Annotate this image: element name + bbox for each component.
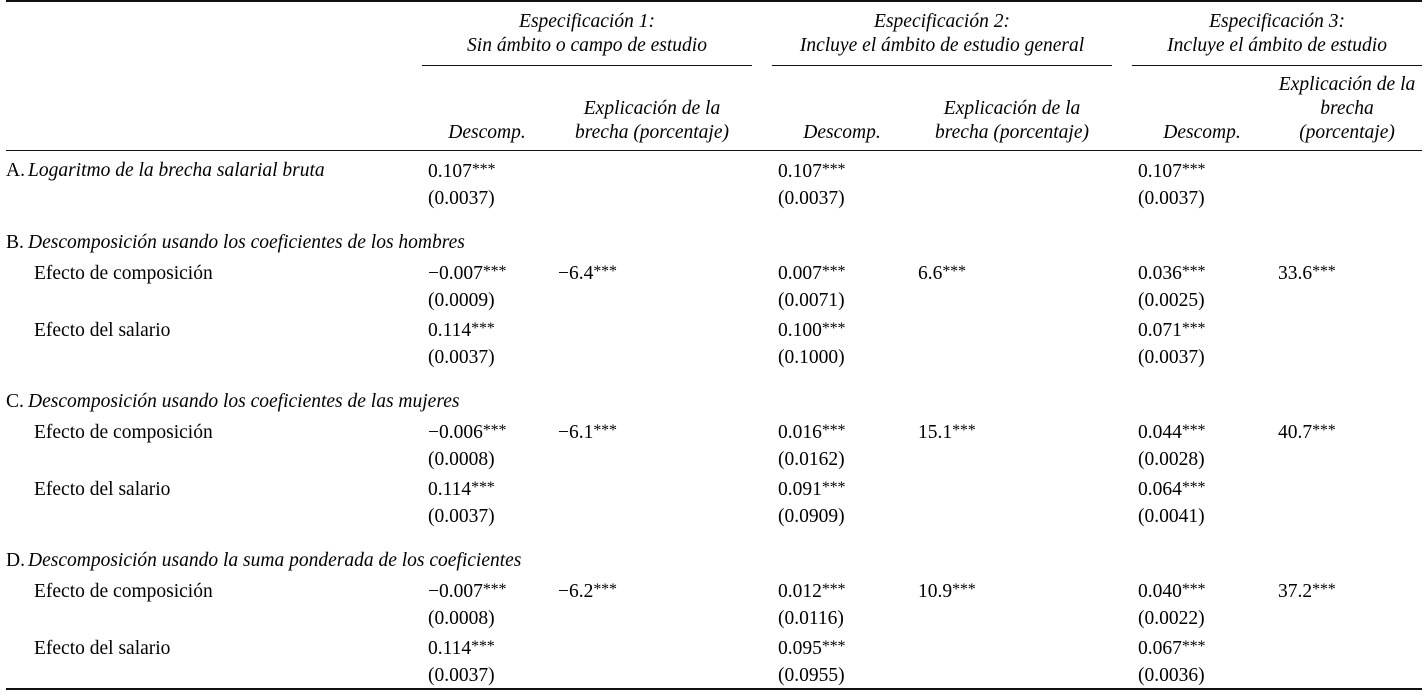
row-spacer bbox=[1112, 184, 1132, 211]
cell-share-c2-3 bbox=[1272, 472, 1422, 502]
panel-letter-c: C. bbox=[6, 391, 24, 413]
significance-stars: *** bbox=[952, 581, 976, 599]
cell-se-b2-2: (0.1000) bbox=[778, 347, 845, 369]
cell-coef-b2-1: 0.114*** bbox=[428, 320, 495, 342]
table-row bbox=[6, 223, 1422, 256]
table-row-se bbox=[6, 286, 1422, 313]
cell-share-b2-3 bbox=[1272, 313, 1422, 343]
row-spacer bbox=[752, 151, 772, 185]
row-spacer bbox=[1112, 631, 1132, 661]
row-spacer bbox=[1112, 415, 1132, 445]
cell-blank bbox=[1272, 445, 1422, 472]
cell-blank bbox=[912, 286, 1112, 313]
cell-se-d2-1: (0.0037) bbox=[428, 665, 495, 687]
cell-se-d1-1: (0.0008) bbox=[428, 608, 495, 630]
subheader-explicacion-2 bbox=[912, 66, 1112, 151]
panel-gap bbox=[6, 211, 1422, 223]
cell-share-d2-1 bbox=[552, 631, 752, 661]
table-row bbox=[6, 382, 1422, 415]
significance-stars: *** bbox=[821, 161, 846, 179]
subheader-explicacion-3-l2: brecha (porcentaje) bbox=[1299, 97, 1395, 143]
subheader-descomp-2: Descomp. bbox=[803, 121, 881, 143]
significance-stars: *** bbox=[471, 161, 496, 179]
table-row bbox=[6, 541, 1422, 574]
cell-share-a-1 bbox=[552, 151, 752, 185]
subheader-explicacion-1 bbox=[552, 66, 752, 151]
cell-se-c2-2: (0.0909) bbox=[778, 506, 845, 528]
table-row bbox=[6, 415, 1422, 445]
spec-subtitle-3: Incluye el ámbito de estudio bbox=[1167, 34, 1387, 56]
cell-se-b1-2: (0.0071) bbox=[778, 290, 845, 312]
spec-header-2 bbox=[772, 1, 1112, 64]
cell-coef-a-1: 0.107*** bbox=[422, 151, 552, 185]
cell-share-d1-1: −6.2*** bbox=[558, 581, 617, 603]
row-spacer bbox=[752, 661, 772, 689]
cell-blank bbox=[1272, 343, 1422, 370]
cell-blank bbox=[1272, 502, 1422, 529]
cell-share-c1-2: 15.1*** bbox=[918, 422, 976, 444]
cell-se-b2-3: (0.0037) bbox=[1138, 347, 1205, 369]
row-spacer bbox=[752, 502, 772, 529]
row-spacer bbox=[752, 343, 772, 370]
cell-share-c1-3: 40.7*** bbox=[1278, 422, 1336, 444]
row-spacer bbox=[752, 604, 772, 631]
significance-stars: *** bbox=[821, 479, 846, 497]
se-label-blank bbox=[6, 502, 422, 529]
row-label-b-salario: Efecto del salario bbox=[34, 320, 171, 342]
significance-stars: *** bbox=[471, 638, 495, 656]
subheader-spacer-1 bbox=[752, 66, 772, 151]
subheader-blank bbox=[6, 66, 422, 151]
cell-blank bbox=[1272, 184, 1422, 211]
cell-se-c2-3: (0.0041) bbox=[1138, 506, 1205, 528]
row-label-d-composicion: Efecto de composición bbox=[34, 581, 213, 603]
subheader-explicacion-1-l2: brecha (porcentaje) bbox=[575, 121, 729, 143]
row-label-c-salario: Efecto del salario bbox=[34, 479, 171, 501]
table-row bbox=[6, 313, 1422, 343]
cell-share-c2-1 bbox=[552, 472, 752, 502]
subheader-explicacion-2-l2: brecha (porcentaje) bbox=[935, 121, 1089, 143]
row-spacer bbox=[1112, 286, 1132, 313]
row-label-c-composicion: Efecto de composición bbox=[34, 422, 213, 444]
cell-share-d2-3 bbox=[1272, 631, 1422, 661]
header-subrow bbox=[6, 66, 1422, 151]
cell-coef-b1-3: 0.036*** bbox=[1138, 263, 1206, 285]
cell-share-a-2 bbox=[912, 151, 1112, 185]
cell-share-d2-2 bbox=[912, 631, 1112, 661]
cell-coef-a-3: 0.107*** bbox=[1132, 151, 1272, 185]
cell-share-c1-1: −6.1*** bbox=[558, 422, 617, 444]
panel-title-text-c: Descomposición usando los coeficientes de las mujeres bbox=[28, 391, 460, 413]
cell-se-a-3: (0.0037) bbox=[1138, 188, 1205, 210]
row-spacer bbox=[752, 415, 772, 445]
cell-blank bbox=[552, 604, 752, 631]
cell-coef-a-2: 0.107*** bbox=[772, 151, 912, 185]
significance-stars: *** bbox=[482, 263, 507, 281]
panel-title-a bbox=[6, 151, 422, 185]
cell-share-b2-2 bbox=[912, 313, 1112, 343]
panel-letter-d: D. bbox=[6, 550, 25, 572]
cell-coef-c1-1: −0.006*** bbox=[428, 422, 507, 444]
cell-se-b2-1: (0.0037) bbox=[428, 347, 495, 369]
row-spacer bbox=[752, 574, 772, 604]
subheader-explicacion-1-l1: Explicación de la bbox=[583, 97, 721, 119]
se-label-blank bbox=[6, 343, 422, 370]
row-spacer bbox=[1112, 604, 1132, 631]
spacer-1 bbox=[752, 1, 772, 64]
cell-coef-d1-2: 0.012*** bbox=[778, 581, 846, 603]
significance-stars: *** bbox=[821, 638, 846, 656]
row-spacer bbox=[1112, 151, 1132, 185]
subheader-descomp-3: Descomp. bbox=[1163, 121, 1241, 143]
row-spacer bbox=[1112, 256, 1132, 286]
cell-coef-c2-1: 0.114*** bbox=[428, 479, 495, 501]
cell-share-c2-2 bbox=[912, 472, 1112, 502]
row-spacer bbox=[1112, 313, 1132, 343]
cell-se-b1-1: (0.0009) bbox=[428, 290, 495, 312]
row-spacer bbox=[752, 184, 772, 211]
subheader-explicacion-3 bbox=[1272, 66, 1422, 151]
significance-stars: *** bbox=[821, 263, 846, 281]
row-spacer bbox=[752, 445, 772, 472]
cell-blank bbox=[912, 661, 1112, 689]
se-label-blank bbox=[6, 184, 422, 211]
significance-stars: *** bbox=[482, 581, 507, 599]
table-row bbox=[6, 151, 1422, 185]
panel-title-text-d: Descomposición usando la suma ponderada de los coeficientes bbox=[28, 550, 522, 572]
se-label-blank bbox=[6, 604, 422, 631]
significance-stars: *** bbox=[1312, 581, 1336, 599]
cell-se-a-1: (0.0037) bbox=[428, 188, 495, 210]
significance-stars: *** bbox=[821, 581, 846, 599]
cell-coef-c2-3: 0.064*** bbox=[1138, 479, 1206, 501]
cell-share-b1-1: −6.4*** bbox=[558, 263, 617, 285]
spec-title-3: Especificación 3: bbox=[1209, 11, 1345, 32]
cell-coef-d2-3: 0.067*** bbox=[1138, 638, 1206, 660]
spec-title-1: Especificación 1: bbox=[519, 11, 655, 32]
cell-share-d1-3: 37.2*** bbox=[1278, 581, 1336, 603]
cell-blank bbox=[1272, 604, 1422, 631]
cell-blank bbox=[912, 502, 1112, 529]
significance-stars: *** bbox=[952, 422, 976, 440]
panel-letter-a: A. bbox=[6, 160, 25, 182]
row-spacer bbox=[752, 256, 772, 286]
significance-stars: *** bbox=[1181, 320, 1206, 338]
cell-se-d1-3: (0.0022) bbox=[1138, 608, 1205, 630]
table-bottom-rule bbox=[6, 689, 1422, 696]
cell-se-a-2: (0.0037) bbox=[778, 188, 845, 210]
cell-coef-d2-2: 0.095*** bbox=[778, 638, 846, 660]
significance-stars: *** bbox=[593, 263, 617, 281]
row-label-b-composicion: Efecto de composición bbox=[34, 263, 213, 285]
cell-blank bbox=[552, 502, 752, 529]
panel-title-text-b: Descomposición usando los coeficientes de los hombres bbox=[28, 232, 465, 254]
row-spacer bbox=[1112, 661, 1132, 689]
table-row bbox=[6, 631, 1422, 661]
cell-share-b1-2: 6.6*** bbox=[918, 263, 966, 285]
cell-blank bbox=[552, 661, 752, 689]
cell-coef-d1-3: 0.040*** bbox=[1138, 581, 1206, 603]
row-spacer bbox=[1112, 343, 1132, 370]
row-spacer bbox=[752, 631, 772, 661]
table-row-se bbox=[6, 502, 1422, 529]
subheader-explicacion-2-l1: Explicación de la bbox=[943, 97, 1081, 119]
table-row bbox=[6, 574, 1422, 604]
cell-blank bbox=[552, 343, 752, 370]
cell-se-d1-2: (0.0116) bbox=[778, 608, 844, 630]
cell-coef-b2-3: 0.071*** bbox=[1138, 320, 1206, 342]
spec-subtitle-1: Sin ámbito o campo de estudio bbox=[467, 34, 707, 56]
cell-coef-c2-2: 0.091*** bbox=[778, 479, 846, 501]
panel-gap bbox=[6, 529, 1422, 541]
panel-title-c bbox=[6, 382, 1422, 415]
significance-stars: *** bbox=[942, 263, 966, 281]
cell-se-c1-2: (0.0162) bbox=[778, 449, 845, 471]
significance-stars: *** bbox=[593, 422, 617, 440]
row-spacer bbox=[1112, 445, 1132, 472]
header-spec-row bbox=[6, 1, 1422, 64]
subheader-descomp-1: Descomp. bbox=[448, 121, 526, 143]
cell-coef-d1-1: −0.007*** bbox=[428, 581, 507, 603]
cell-se-c1-3: (0.0028) bbox=[1138, 449, 1205, 471]
table-row-se bbox=[6, 445, 1422, 472]
significance-stars: *** bbox=[482, 422, 507, 440]
significance-stars: *** bbox=[1181, 581, 1206, 599]
cell-blank bbox=[552, 286, 752, 313]
cell-share-d1-2: 10.9*** bbox=[918, 581, 976, 603]
cell-coef-d2-1: 0.114*** bbox=[428, 638, 495, 660]
panel-title-text-a: Logaritmo de la brecha salarial bruta bbox=[28, 160, 325, 182]
spec-header-1 bbox=[422, 1, 752, 64]
row-spacer bbox=[752, 286, 772, 313]
decomposition-table bbox=[6, 0, 1422, 696]
cell-se-c1-1: (0.0008) bbox=[428, 449, 495, 471]
se-label-blank bbox=[6, 445, 422, 472]
panel-title-d bbox=[6, 541, 1422, 574]
significance-stars: *** bbox=[1181, 479, 1206, 497]
cell-share-b1-3: 33.6*** bbox=[1278, 263, 1336, 285]
row-spacer bbox=[1112, 574, 1132, 604]
table-row bbox=[6, 472, 1422, 502]
cell-blank bbox=[552, 184, 752, 211]
se-label-blank bbox=[6, 661, 422, 689]
significance-stars: *** bbox=[1181, 263, 1206, 281]
row-spacer bbox=[752, 313, 772, 343]
subheader-spacer-2 bbox=[1112, 66, 1132, 151]
cell-blank bbox=[912, 445, 1112, 472]
cell-share-a-3 bbox=[1272, 151, 1422, 185]
table-row-se bbox=[6, 604, 1422, 631]
cell-coef-b2-2: 0.100*** bbox=[778, 320, 846, 342]
significance-stars: *** bbox=[1181, 161, 1206, 179]
significance-stars: *** bbox=[821, 320, 846, 338]
spec-subtitle-2: Incluye el ámbito de estudio general bbox=[799, 34, 1085, 56]
significance-stars: *** bbox=[1312, 263, 1336, 281]
significance-stars: *** bbox=[1181, 422, 1206, 440]
subheader-explicacion-3-l1: Explicación de la bbox=[1278, 74, 1416, 96]
table-row-se bbox=[6, 184, 1422, 211]
spacer-2 bbox=[1112, 1, 1132, 64]
spec-header-3 bbox=[1132, 1, 1422, 64]
cell-blank bbox=[912, 343, 1112, 370]
cell-coef-b1-2: 0.007*** bbox=[778, 263, 846, 285]
significance-stars: *** bbox=[471, 479, 495, 497]
row-label-d-salario: Efecto del salario bbox=[34, 638, 171, 660]
row-spacer bbox=[1112, 472, 1132, 502]
panel-gap bbox=[6, 370, 1422, 382]
significance-stars: *** bbox=[593, 581, 617, 599]
cell-blank bbox=[1272, 286, 1422, 313]
significance-stars: *** bbox=[821, 422, 846, 440]
cell-se-c2-1: (0.0037) bbox=[428, 506, 495, 528]
cell-coef-c1-3: 0.044*** bbox=[1138, 422, 1206, 444]
cell-blank bbox=[912, 184, 1112, 211]
cell-blank bbox=[552, 445, 752, 472]
se-label-blank bbox=[6, 286, 422, 313]
row-spacer bbox=[1112, 502, 1132, 529]
significance-stars: *** bbox=[1312, 422, 1336, 440]
cell-coef-b1-1: −0.007*** bbox=[428, 263, 507, 285]
cell-blank bbox=[912, 604, 1112, 631]
spec-title-2: Especificación 2: bbox=[874, 11, 1010, 32]
table-row bbox=[6, 256, 1422, 286]
cell-blank bbox=[1272, 661, 1422, 689]
table-row-se bbox=[6, 661, 1422, 689]
significance-stars: *** bbox=[471, 320, 495, 338]
header-corner-blank bbox=[6, 1, 422, 64]
cell-coef-c1-2: 0.016*** bbox=[778, 422, 846, 444]
table-row-se bbox=[6, 343, 1422, 370]
cell-share-b2-1 bbox=[552, 313, 752, 343]
cell-se-d2-2: (0.0955) bbox=[778, 665, 845, 687]
significance-stars: *** bbox=[1181, 638, 1206, 656]
panel-letter-b: B. bbox=[6, 232, 24, 254]
cell-se-d2-3: (0.0036) bbox=[1138, 665, 1205, 687]
panel-title-b bbox=[6, 223, 1422, 256]
cell-se-b1-3: (0.0025) bbox=[1138, 290, 1205, 312]
row-spacer bbox=[752, 472, 772, 502]
